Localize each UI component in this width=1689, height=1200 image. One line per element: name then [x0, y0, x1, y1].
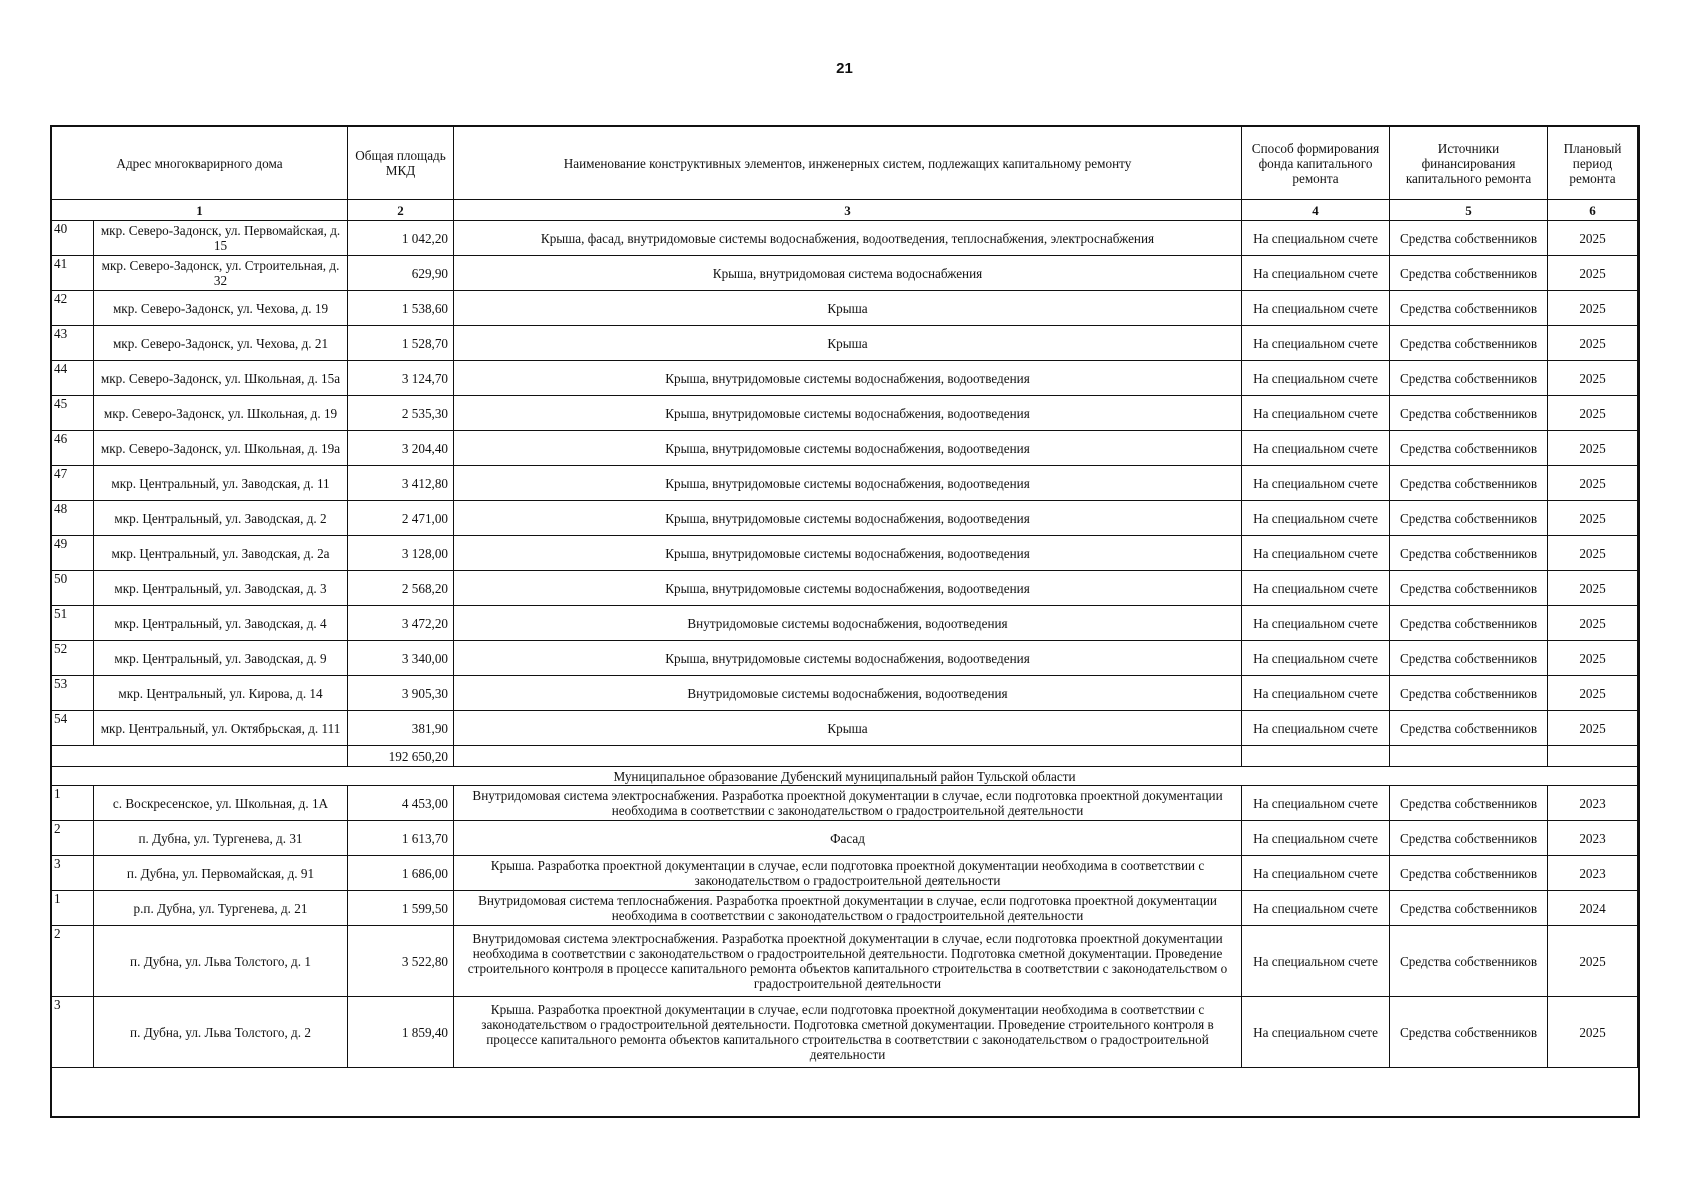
year-cell: 2025: [1548, 326, 1638, 361]
method-cell: На специальном счете: [1242, 926, 1390, 997]
column-number: 1: [52, 200, 348, 221]
works-cell: Крыша, внутридомовые системы водоснабжения, водоотведения: [454, 571, 1242, 606]
area-cell: 3 905,30: [348, 676, 454, 711]
source-cell: Средства собственников: [1390, 361, 1548, 396]
year-cell: 2023: [1548, 856, 1638, 891]
total-empty-cell: [1548, 746, 1638, 767]
table-row: [52, 256, 1638, 291]
area-cell: 3 128,00: [348, 536, 454, 571]
table-row: [52, 396, 1638, 431]
year-cell: 2023: [1548, 786, 1638, 821]
works-cell: Внутридомовая система теплоснабжения. Разработка проектной документации в случае, если подготовка проектной документации необходима в соответствии с законодательством о градостроительной деятельности: [454, 891, 1242, 926]
column-number: 4: [1242, 200, 1390, 221]
row-number: 2: [52, 821, 94, 856]
repair-plan-table: [51, 126, 1638, 1068]
source-cell: Средства собственников: [1390, 221, 1548, 256]
address-cell: мкр. Северо-Задонск, ул. Строительная, д. 32: [94, 256, 348, 291]
table-row: [52, 641, 1638, 676]
year-cell: 2024: [1548, 891, 1638, 926]
works-cell: Внутридомовая система электроснабжения. Разработка проектной документации в случае, если подготовка проектной документации необходима в соответствии с законодательством о градостроительной деятельности. Подготовка сметной документации. Проведение строительного контроля в процессе капитального ремонта объектов капитального строительства в соответствии с законодательством о градостроительной деятельности: [454, 926, 1242, 997]
row-number: 1: [52, 891, 94, 926]
source-cell: Средства собственников: [1390, 711, 1548, 746]
source-cell: Средства собственников: [1390, 501, 1548, 536]
source-cell: Средства собственников: [1390, 926, 1548, 997]
address-cell: мкр. Центральный, ул. Заводская, д. 2: [94, 501, 348, 536]
column-number: 3: [454, 200, 1242, 221]
header-area: Общая площадь МКД: [348, 127, 454, 200]
year-cell: 2025: [1548, 221, 1638, 256]
works-cell: Внутридомовые системы водоснабжения, водоотведения: [454, 606, 1242, 641]
source-cell: Средства собственников: [1390, 326, 1548, 361]
works-cell: Внутридомовая система электроснабжения. Разработка проектной документации в случае, если подготовка проектной документации необходима в соответствии с законодательством о градостроительной деятельности: [454, 786, 1242, 821]
year-cell: 2025: [1548, 571, 1638, 606]
year-cell: 2025: [1548, 676, 1638, 711]
address-cell: мкр. Центральный, ул. Заводская, д. 2а: [94, 536, 348, 571]
source-cell: Средства собственников: [1390, 821, 1548, 856]
table-row: [52, 676, 1638, 711]
method-cell: На специальном счете: [1242, 856, 1390, 891]
works-cell: Крыша, внутридомовая система водоснабжения: [454, 256, 1242, 291]
table-row: [52, 536, 1638, 571]
works-cell: Внутридомовые системы водоснабжения, водоотведения: [454, 676, 1242, 711]
row-number: 50: [52, 571, 94, 606]
total-empty-cell: [1242, 746, 1390, 767]
address-cell: мкр. Северо-Задонск, ул. Чехова, д. 19: [94, 291, 348, 326]
row-number: 54: [52, 711, 94, 746]
row-number: 53: [52, 676, 94, 711]
total-label-cell: [52, 746, 348, 767]
source-cell: Средства собственников: [1390, 997, 1548, 1068]
table-row: [52, 926, 1638, 997]
table-row: [52, 786, 1638, 821]
address-cell: мкр. Северо-Задонск, ул. Школьная, д. 15а: [94, 361, 348, 396]
source-cell: Средства собственников: [1390, 571, 1548, 606]
area-cell: 1 686,00: [348, 856, 454, 891]
page-number: 21: [836, 60, 853, 77]
method-cell: На специальном счете: [1242, 466, 1390, 501]
area-cell: 3 472,20: [348, 606, 454, 641]
address-cell: п. Дубна, ул. Льва Толстого, д. 2: [94, 997, 348, 1068]
address-cell: мкр. Центральный, ул. Заводская, д. 9: [94, 641, 348, 676]
source-cell: Средства собственников: [1390, 891, 1548, 926]
row-number: 47: [52, 466, 94, 501]
source-cell: Средства собственников: [1390, 466, 1548, 501]
header-method: Способ формирования фонда капитального ремонта: [1242, 127, 1390, 200]
source-cell: Средства собственников: [1390, 606, 1548, 641]
row-number: 1: [52, 786, 94, 821]
table-row: [52, 221, 1638, 256]
address-cell: мкр. Центральный, ул. Октябрьская, д. 111: [94, 711, 348, 746]
row-number: 48: [52, 501, 94, 536]
method-cell: На специальном счете: [1242, 606, 1390, 641]
header-address: Адрес многокварирного дома: [52, 127, 348, 200]
table-header-row: [52, 127, 1638, 200]
source-cell: Средства собственников: [1390, 291, 1548, 326]
table-row: [52, 431, 1638, 466]
row-number: 42: [52, 291, 94, 326]
method-cell: На специальном счете: [1242, 256, 1390, 291]
table-row: [52, 821, 1638, 856]
area-cell: 1 528,70: [348, 326, 454, 361]
area-cell: 3 522,80: [348, 926, 454, 997]
source-cell: Средства собственников: [1390, 431, 1548, 466]
source-cell: Средства собственников: [1390, 641, 1548, 676]
table-row: [52, 606, 1638, 641]
column-number: 5: [1390, 200, 1548, 221]
year-cell: 2025: [1548, 997, 1638, 1068]
works-cell: Фасад: [454, 821, 1242, 856]
area-cell: 3 340,00: [348, 641, 454, 676]
row-number: 49: [52, 536, 94, 571]
row-number: 44: [52, 361, 94, 396]
works-cell: Крыша. Разработка проектной документации в случае, если подготовка проектной документации необходима в соответствии с законодательством о градостроительной деятельности: [454, 856, 1242, 891]
year-cell: 2025: [1548, 431, 1638, 466]
total-row: [52, 746, 1638, 767]
address-cell: мкр. Центральный, ул. Кирова, д. 14: [94, 676, 348, 711]
table-row: [52, 361, 1638, 396]
works-cell: Крыша: [454, 711, 1242, 746]
area-cell: 2 535,30: [348, 396, 454, 431]
address-cell: мкр. Северо-Задонск, ул. Первомайская, д. 15: [94, 221, 348, 256]
year-cell: 2025: [1548, 361, 1638, 396]
source-cell: Средства собственников: [1390, 786, 1548, 821]
method-cell: На специальном счете: [1242, 711, 1390, 746]
address-cell: с. Воскресенское, ул. Школьная, д. 1А: [94, 786, 348, 821]
method-cell: На специальном счете: [1242, 997, 1390, 1068]
works-cell: Крыша, внутридомовые системы водоснабжения, водоотведения: [454, 641, 1242, 676]
area-cell: 1 859,40: [348, 997, 454, 1068]
works-cell: Крыша, внутридомовые системы водоснабжения, водоотведения: [454, 431, 1242, 466]
method-cell: На специальном счете: [1242, 326, 1390, 361]
address-cell: мкр. Северо-Задонск, ул. Школьная, д. 19а: [94, 431, 348, 466]
area-cell: 2 568,20: [348, 571, 454, 606]
area-cell: 629,90: [348, 256, 454, 291]
area-cell: 3 412,80: [348, 466, 454, 501]
total-empty-cell: [454, 746, 1242, 767]
area-cell: 1 613,70: [348, 821, 454, 856]
works-cell: Крыша, внутридомовые системы водоснабжения, водоотведения: [454, 536, 1242, 571]
method-cell: На специальном счете: [1242, 676, 1390, 711]
address-cell: мкр. Северо-Задонск, ул. Школьная, д. 19: [94, 396, 348, 431]
source-cell: Средства собственников: [1390, 536, 1548, 571]
year-cell: 2025: [1548, 926, 1638, 997]
table-row: [52, 997, 1638, 1068]
method-cell: На специальном счете: [1242, 891, 1390, 926]
source-cell: Средства собственников: [1390, 396, 1548, 431]
table-row: [52, 891, 1638, 926]
area-cell: 3 204,40: [348, 431, 454, 466]
method-cell: На специальном счете: [1242, 396, 1390, 431]
row-number: 3: [52, 856, 94, 891]
year-cell: 2025: [1548, 641, 1638, 676]
works-cell: Крыша: [454, 291, 1242, 326]
address-cell: п. Дубна, ул. Тургенева, д. 31: [94, 821, 348, 856]
address-cell: мкр. Центральный, ул. Заводская, д. 11: [94, 466, 348, 501]
header-source: Источники финансирования капитального ремонта: [1390, 127, 1548, 200]
section-title: Муниципальное образование Дубенский муниципальный район Тульской области: [52, 767, 1638, 786]
works-cell: Крыша, фасад, внутридомовые системы водоснабжения, водоотведения, теплоснабжения, электроснабжения: [454, 221, 1242, 256]
total-area-cell: 192 650,20: [348, 746, 454, 767]
address-cell: п. Дубна, ул. Первомайская, д. 91: [94, 856, 348, 891]
table-row: [52, 711, 1638, 746]
works-cell: Крыша, внутридомовые системы водоснабжения, водоотведения: [454, 466, 1242, 501]
row-number: 40: [52, 221, 94, 256]
year-cell: 2025: [1548, 536, 1638, 571]
method-cell: На специальном счете: [1242, 221, 1390, 256]
works-cell: Крыша. Разработка проектной документации в случае, если подготовка проектной документации необходима в соответствии с законодательством о градостроительной деятельности. Подготовка сметной документации. Проведение строительного контроля в процессе капитального ремонта объектов капитального строительства в соответствии с законодательством о градостроительной деятельности: [454, 997, 1242, 1068]
row-number: 45: [52, 396, 94, 431]
method-cell: На специальном счете: [1242, 501, 1390, 536]
table-row: [52, 326, 1638, 361]
column-number: 2: [348, 200, 454, 221]
area-cell: 2 471,00: [348, 501, 454, 536]
works-cell: Крыша, внутридомовые системы водоснабжения, водоотведения: [454, 501, 1242, 536]
year-cell: 2025: [1548, 501, 1638, 536]
source-cell: Средства собственников: [1390, 256, 1548, 291]
address-cell: р.п. Дубна, ул. Тургенева, д. 21: [94, 891, 348, 926]
row-number: 46: [52, 431, 94, 466]
method-cell: На специальном счете: [1242, 431, 1390, 466]
table-row: [52, 501, 1638, 536]
area-cell: 3 124,70: [348, 361, 454, 396]
area-cell: 1 538,60: [348, 291, 454, 326]
row-number: 51: [52, 606, 94, 641]
area-cell: 381,90: [348, 711, 454, 746]
year-cell: 2025: [1548, 256, 1638, 291]
works-cell: Крыша: [454, 326, 1242, 361]
source-cell: Средства собственников: [1390, 856, 1548, 891]
year-cell: 2025: [1548, 291, 1638, 326]
row-number: 3: [52, 997, 94, 1068]
column-number: 6: [1548, 200, 1638, 221]
address-cell: п. Дубна, ул. Льва Толстого, д. 1: [94, 926, 348, 997]
year-cell: 2025: [1548, 396, 1638, 431]
year-cell: 2025: [1548, 606, 1638, 641]
table-row: [52, 856, 1638, 891]
method-cell: На специальном счете: [1242, 361, 1390, 396]
method-cell: На специальном счете: [1242, 571, 1390, 606]
address-cell: мкр. Центральный, ул. Заводская, д. 3: [94, 571, 348, 606]
works-cell: Крыша, внутридомовые системы водоснабжения, водоотведения: [454, 396, 1242, 431]
header-period: Плановый период ремонта: [1548, 127, 1638, 200]
row-number: 2: [52, 926, 94, 997]
table-row: [52, 466, 1638, 501]
year-cell: 2023: [1548, 821, 1638, 856]
header-works: Наименование конструктивных элементов, инженерных систем, подлежащих капитальному ремонту: [454, 127, 1242, 200]
source-cell: Средства собственников: [1390, 676, 1548, 711]
year-cell: 2025: [1548, 711, 1638, 746]
column-numbers-row: [52, 200, 1638, 221]
address-cell: мкр. Северо-Задонск, ул. Чехова, д. 21: [94, 326, 348, 361]
area-cell: 1 042,20: [348, 221, 454, 256]
row-number: 43: [52, 326, 94, 361]
method-cell: На специальном счете: [1242, 536, 1390, 571]
table-row: [52, 571, 1638, 606]
method-cell: На специальном счете: [1242, 641, 1390, 676]
address-cell: мкр. Центральный, ул. Заводская, д. 4: [94, 606, 348, 641]
table-row: [52, 291, 1638, 326]
section-row: [52, 767, 1638, 786]
area-cell: 1 599,50: [348, 891, 454, 926]
works-cell: Крыша, внутридомовые системы водоснабжения, водоотведения: [454, 361, 1242, 396]
row-number: 41: [52, 256, 94, 291]
row-number: 52: [52, 641, 94, 676]
method-cell: На специальном счете: [1242, 821, 1390, 856]
year-cell: 2025: [1548, 466, 1638, 501]
method-cell: На специальном счете: [1242, 291, 1390, 326]
method-cell: На специальном счете: [1242, 786, 1390, 821]
area-cell: 4 453,00: [348, 786, 454, 821]
total-empty-cell: [1390, 746, 1548, 767]
